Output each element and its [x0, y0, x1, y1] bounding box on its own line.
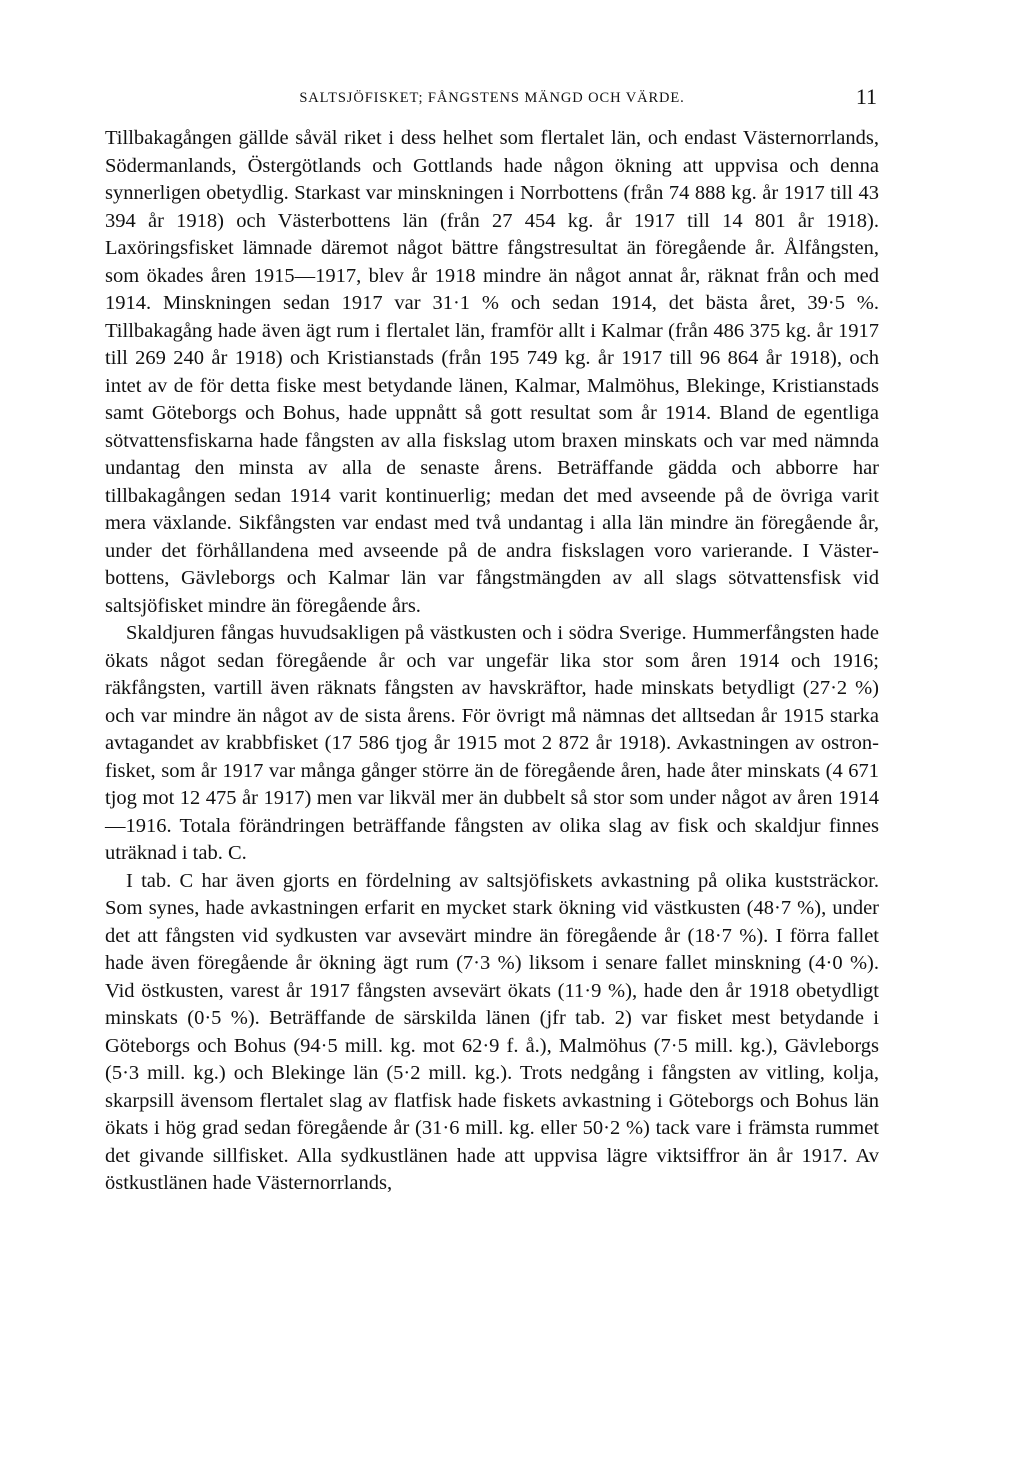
paragraph-1: Tillbakagången gällde såväl riket i dess helhet som flertalet län, och endast Västernorrlands, Södermanlands, Östergötlands och Gottlands hade någon ökning att uppvisa och denna synnerligen obetydlig. Starkast var minskningen i Norrbottens (från 74 888 kg. år 1917 till 43 394 år 1918) och Västerbottens län (från 27 454 kg. år 1917 till 14 801 år 1918). Laxöringsfisket lämnade däremot något bättre fångstresultat än föregående år. Ålfångsten, som ökades åren 1915—1917, blev år 1918 mindre än något annat år, räknat från och med 1914. Minskningen sedan 1917 var 31·1 % och sedan 1914, det bästa året, 39·5 %. Tillbakagång hade även ägt rum i flertalet län, framför allt i Kalmar (från 486 375 kg. år 1917 till 269 240 år 1918) och Kristianstads (från 195 749 kg. år 1917 till 96 864 år 1918), och intet av de för detta fiske mest betydande länen, Kalmar, Malmöhus, Blekinge, Kristianstads samt Göteborgs och Bohus, hade uppnått så gott resultat som år 1914. Bland de egentliga sötvattensfiskarna hade fångsten av alla fiskslag utom braxen minskats och var med nämnda undantag den minsta av alla de senaste årens. Beträffande gädda och abborre har tillbakagången sedan 1914 varit kontinuerlig; medan det med avseende på de övriga varit mera växlande. Sikfångsten var endast med två undantag i alla län mindre än föregående år, under det förhållandena med avseende på de andra fiskslagen voro varierande. I Västerbottens, Gävleborgs och Kalmar län var fångstmängden av all slags sötvattensfisk vid saltsjöfisket mindre än föregående års.	[105, 127, 879, 617]
running-header	[105, 84, 879, 112]
running-title: SALTSJÖFISKET; FÅNGSTENS MÄNGD OCH VÄRDE.	[299, 90, 685, 106]
body-text	[105, 125, 879, 1198]
page-number: 11	[855, 84, 877, 109]
paragraph-2: Skaldjuren fångas huvudsakligen på västkusten och i södra Sverige. Hummerfångsten hade ökats något sedan föregående år och var ungefär lika stor som åren 1914 och 1916; räkfångsten, vartill även räknats fångsten av havskräftor, hade minskats betydligt (27·2 %) och var mindre än något av de sista årens. För övrigt må nämnas det alltsedan år 1915 starka avtagandet av krabbfisket (17 586 tjog år 1915 mot 2 872 år 1918). Avkastningen av ostronfisket, som år 1917 var många gånger större än de föregående åren, hade åter minskats (4 671 tjog mot 12 475 år 1917) men var likväl mer än dubbelt så stor som under något av åren 1914—1916. Totala förändringen beträffande fångsten av olika slag av fisk och skaldjur finnes uträknad i tab. C.	[105, 622, 879, 864]
paragraph-3: I tab. C har även gjorts en fördelning av saltsjöfiskets avkastning på olika kuststräckor. Som synes, hade avkastningen erfarit en mycket stark ökning vid västkusten (48·7 %), under det att fångsten vid sydkusten var avsevärt mindre än föregående år (18·7 %). I förra fallet hade även föregående år ökning ägt rum (7·3 %) liksom i senare fallet minskning (4·0 %). Vid östkusten, varest år 1917 fångsten avsevärt ökats (11·9 %), hade den år 1918 obetydligt minskats (0·5 %). Beträffande de särskilda länen (jfr tab. 2) var fisket mest betydande i Göteborgs och Bohus (94·5 mill. kg. mot 62·9 f. å.), Malmöhus (7·5 mill. kg.), Gävleborgs (5·3 mill. kg.) och Blekinge län (5·2 mill. kg.). Trots nedgång i fångsten av vitling, kolja, skarpsill ävensom flertalet slag av flatfisk hade fiskets avkastning i Göteborgs och Bohus län ökats i hög grad sedan föregående år (31·6 mill. kg. eller 50·2 %) tack vare i främsta rummet det givande sillfisket. Alla sydkustlänen hade att uppvisa lägre viktsiffror än år 1917. Av östkustlänen hade Västernorrlands,	[105, 869, 879, 1194]
